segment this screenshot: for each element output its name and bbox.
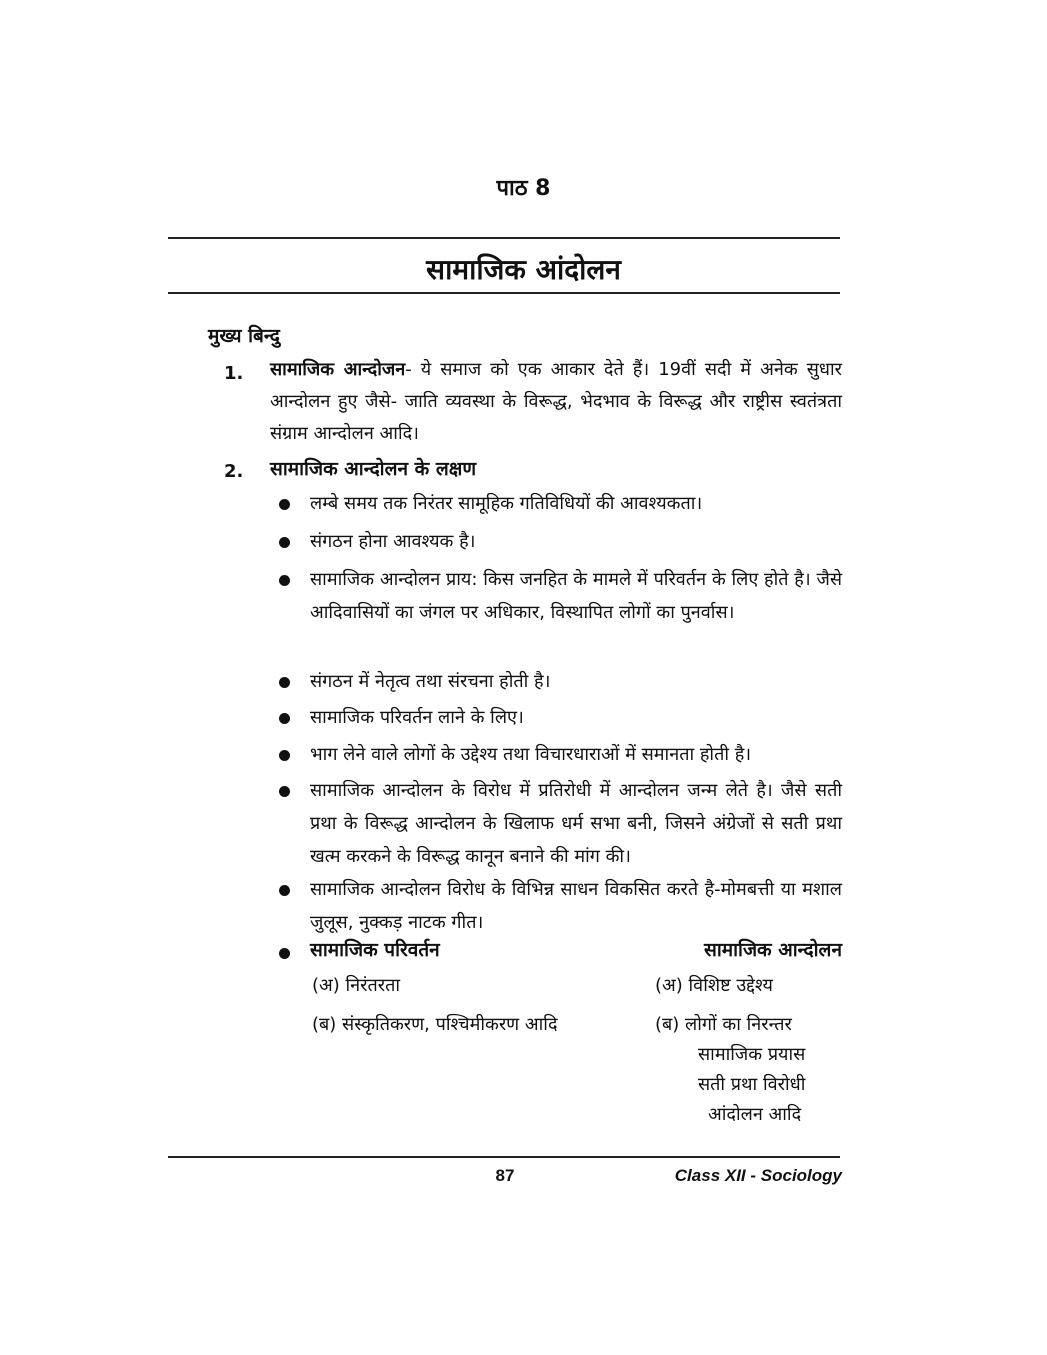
comparison-right-item: सती प्रथा विरोधी [698,1074,806,1095]
chapter-number: पाठ 8 [496,176,551,201]
bullet-icon [279,948,290,959]
bullet-item: सामाजिक आन्दोलन के विरोध में प्रतिरोधी में आन्दोलन जन्म लेते है। जैसे सती प्रथा के विरूद्ध आन्दोलन के खिलाफ धर्म सभा बनी, जिसने अंग्रेजों से सती प्रथा खत्म करकने के विरूद्ध कानून बनाने की मांग की। [310,780,842,867]
comparison-right-item: आंदोलन आदि [708,1104,802,1125]
comparison-right-item: (अ) विशिष्ट उद्देश्य [655,975,773,996]
comparison-left-header: सामाजिक परिवर्तन [310,939,440,961]
bullet-item: सामाजिक आन्दोलन प्राय: किस जनहित के मामले में परिवर्तन के लिए होते है। जैसे आदिवासियों का जंगल पर अधिकार, विस्थापित लोगों का पुनर्वास। [310,569,842,623]
comparison-right-header: सामाजिक आन्दोलन [703,939,842,961]
bullet-item: सामाजिक आन्दोलन विरोध के विभिन्न साधन विकसित करते है-मोमबत्ती या मशाल जुलूस, नुक्कड़ नाटक गीत। [310,879,842,933]
bullet-icon [279,885,290,896]
bullet-icon [279,537,290,548]
bullet-icon [279,677,290,688]
title-bottom-rule [168,292,840,294]
footer-class-label: Class XII - Sociology [674,1166,842,1185]
bullet-item: भाग लेने वाले लोगों के उद्देश्य तथा विचारधाराओं में समानता होती है। [310,744,752,765]
bullet-icon [279,786,290,797]
comparison-left-item: (अ) निरंतरता [312,975,401,996]
point-number: 1. [224,363,244,384]
comparison-right-item: (ब) लोगों का निरन्तर [655,1014,792,1035]
point-1-text [270,354,842,450]
title-top-rule [168,237,840,239]
point-1-bold: सामाजिक आन्दोजन [270,359,406,380]
bullet-icon [279,750,290,761]
page-number: 87 [495,1166,515,1185]
bullet-icon [279,713,290,724]
section-heading: मुख्य बिन्दु [208,325,280,347]
bullet-item: लम्बे समय तक निरंतर सामूहिक गतिविधियों की आवश्यकता। [310,493,703,514]
bullet-item: संगठन में नेतृत्व तथा संरचना होती है। [310,671,551,692]
page-title: सामाजिक आंदोलन [426,253,621,286]
point-2-title: सामाजिक आन्दोलन के लक्षण [270,458,477,480]
bullet-item: संगठन होना आवश्यक है। [310,531,476,552]
bullet-item: सामाजिक परिवर्तन लाने के लिए। [310,707,524,728]
footer-rule [168,1156,840,1158]
bullet-icon [279,499,290,510]
bullet-icon [279,575,290,586]
point-number: 2. [224,461,244,482]
point-1-body: - ये समाज को एक आकार देते हैं। 19वीं सदी में अनेक सुधार आन्दोलन हुए जैसे- जाति व्यवस्था के विरूद्ध, भेदभाव के विरूद्ध और राष्ट्रीस स्वतंत्रता संग्राम आन्दोलन आदि। [270,359,842,444]
comparison-right-item: सामाजिक प्रयास [698,1044,806,1065]
comparison-left-item: (ब) संस्कृतिकरण, पश्चिमीकरण आदि [312,1014,558,1035]
